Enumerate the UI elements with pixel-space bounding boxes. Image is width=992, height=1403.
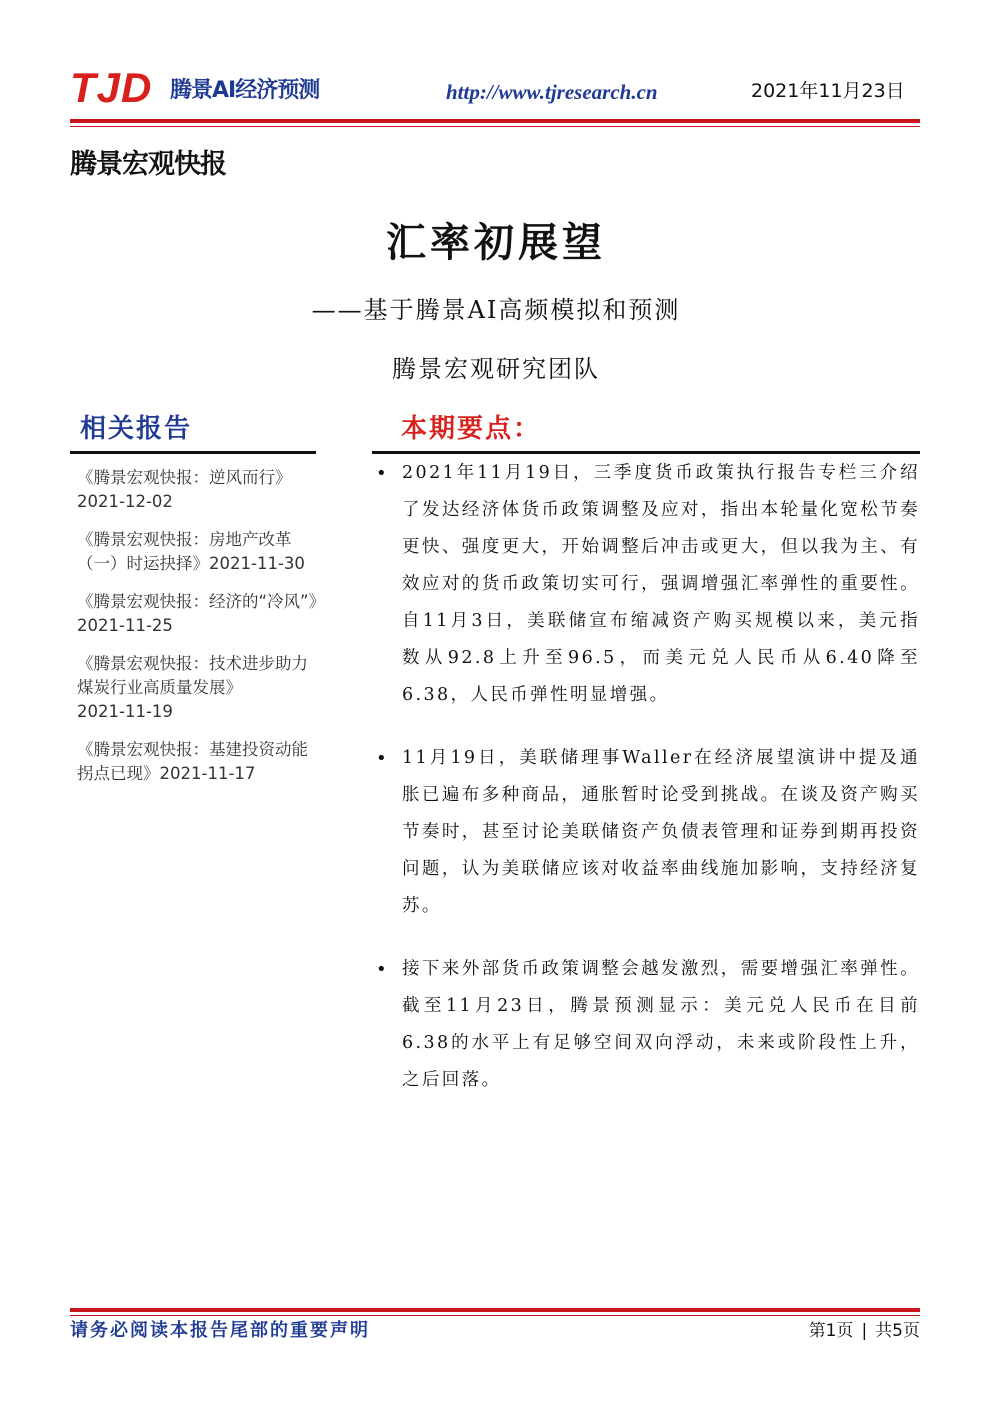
- key-point-text: 接下来外部货币政策调整会越发激烈，需要增强汇率弹性。截至11月23日，腾景预测显示：美元兑人民币在目前6.38的水平上有足够空间双向浮动，未来或阶段性上升，之后回落。: [402, 959, 920, 1090]
- report-subtitle: ——基于腾景AI高频模拟和预测: [311, 296, 681, 324]
- related-report-item[interactable]: [77, 466, 322, 514]
- logo-mark: TJD: [70, 64, 153, 111]
- bullet-icon: •: [376, 959, 387, 980]
- disclaimer-notice: 请务必阅读本报告尾部的重要声明: [70, 1320, 370, 1341]
- bullet-icon: •: [376, 463, 387, 484]
- key-points-heading: 本期要点：: [401, 414, 542, 444]
- related-report-date: 2021-12-02: [77, 492, 173, 511]
- key-points-divider: [372, 451, 920, 454]
- header-divider-thin: [70, 126, 920, 127]
- related-reports-heading: 相关报告: [80, 414, 193, 444]
- related-report-date: 2021-11-30: [209, 554, 305, 573]
- key-point-text: 2021年11月19日，三季度货币政策执行报告专栏三介绍了发达经济体货币政策调整及应对，指出本轮量化宽松节奏更快、强度更大，开始调整后冲击或更大，但以我为主、有效应对的货币政策切实可行，强调增强汇率弹性的重要性。自11月3日，美联储宣布缩减资产购买规模以来，美元指数从92.8上升至96.5，而美元兑人民币从6.40降至6.38，人民币弹性明显增强。: [402, 463, 920, 705]
- bullet-icon: •: [376, 748, 387, 769]
- related-report-title[interactable]: 《腾景宏观快报：基建投资动能拐点已现》: [77, 740, 308, 783]
- key-points-list: [372, 455, 920, 1125]
- key-point-item: [372, 951, 920, 1099]
- related-report-item[interactable]: [77, 738, 322, 786]
- page-separator: |: [861, 1321, 868, 1341]
- related-report-item[interactable]: [77, 652, 322, 724]
- related-report-title[interactable]: 《腾景宏观快报：逆风而行》: [77, 468, 292, 487]
- related-report-item[interactable]: [77, 590, 326, 638]
- total-pages: 共5页: [875, 1321, 920, 1341]
- page-indicator: [770, 1316, 920, 1346]
- related-report-title[interactable]: 《腾景宏观快报：房地产改革（一）时运抉择》: [77, 530, 292, 573]
- report-title: 汇率初展望: [386, 219, 606, 266]
- key-point-item: [372, 455, 920, 714]
- related-report-title[interactable]: 《腾景宏观快报：技术进步助力煤炭行业高质量发展》: [77, 654, 308, 697]
- logo-name: 腾景AI经济预测: [170, 78, 320, 103]
- key-point-text: 11月19日，美联储理事Waller在经济展望演讲中提及通胀已遍布多种商品，通胀暂时论受到挑战。在谈及资产购买节奏时，甚至讨论美联储资产负债表管理和证券到期再投资问题，认为美联储应该对收益率曲线施加影响，支持经济复苏。: [402, 748, 920, 916]
- series-title: 腾景宏观快报: [70, 149, 226, 180]
- report-date: 2021年11月23日: [751, 80, 905, 102]
- related-report-date: 2021-11-17: [159, 764, 256, 783]
- current-page: 第1页: [808, 1321, 854, 1341]
- related-report-date: 2021-11-25: [77, 616, 173, 635]
- header-divider: [70, 119, 920, 123]
- related-reports-list: [77, 466, 326, 800]
- related-report-item[interactable]: [77, 528, 322, 576]
- footer-divider: [70, 1308, 920, 1312]
- report-team: 腾景宏观研究团队: [392, 355, 600, 383]
- key-point-item: [372, 740, 920, 925]
- related-reports-divider: [70, 451, 316, 454]
- related-report-date: 2021-11-19: [77, 702, 173, 721]
- site-url-link[interactable]: http://www.tjresearch.cn: [446, 80, 658, 104]
- related-report-title[interactable]: 《腾景宏观快报：经济的“冷风”》: [77, 592, 326, 611]
